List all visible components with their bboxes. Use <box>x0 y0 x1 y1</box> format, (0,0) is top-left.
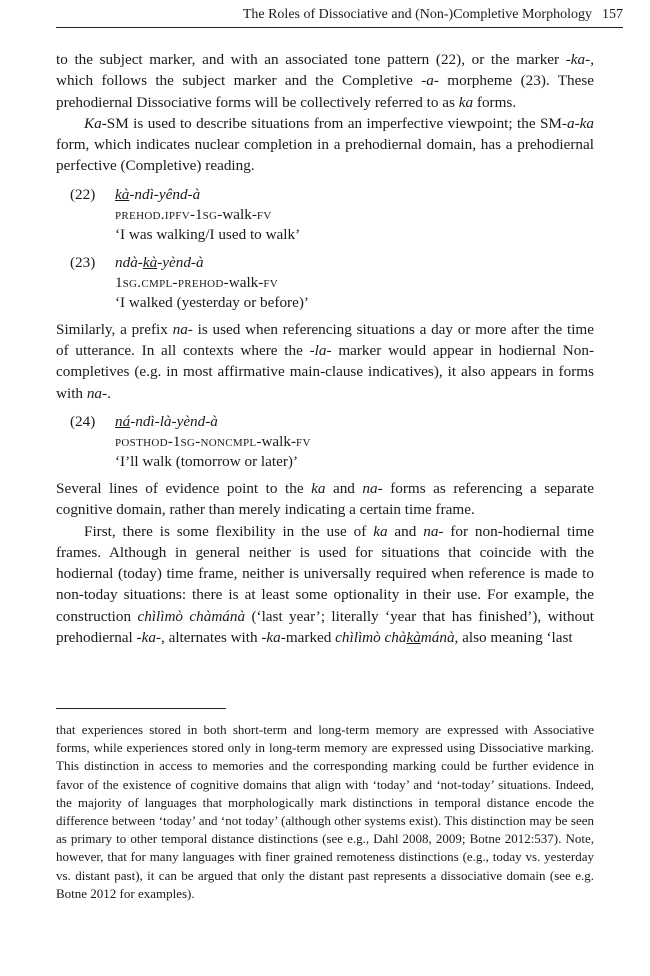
italic-run: chìlìmò chàmánà <box>137 607 246 625</box>
text-run: to the subject marker, and with an associated tone pattern (22), or the marker <box>56 51 566 68</box>
example-number: (22) <box>70 185 96 203</box>
text-run: forms as referencing a separate cognitive domain, rather than merely indicating a certain time frame. <box>56 479 594 519</box>
form-part: -yènd-à <box>157 253 204 271</box>
example-form <box>115 253 309 273</box>
page-number: 157 <box>602 7 623 22</box>
text-run: and <box>325 479 363 497</box>
text-run: Similarly, a prefix <box>56 320 173 338</box>
italic-run: ka <box>311 479 326 497</box>
text-run: , also meaning ‘last <box>454 629 573 647</box>
text-run: morpheme (23). These prehodiernal Dissociative forms will be collectively referred to as <box>56 72 594 111</box>
gloss-abbrev: fv <box>263 273 278 291</box>
italic-run: ka <box>373 522 388 540</box>
example-22 <box>56 185 594 245</box>
text-run: -SM is used to describe situations from an imperfective viewpoint; the SM- <box>101 114 567 132</box>
underlined-morpheme: kà <box>115 185 130 203</box>
example-number: (23) <box>70 253 96 271</box>
gloss-abbrev: posthod <box>115 432 168 450</box>
text-run: form, which indicates nuclear completion in a prehodiernal domain, has a prehodiernal perfective (Completive) reading. <box>56 136 594 175</box>
form-rest: -ndì-là-yènd-à <box>130 412 218 430</box>
text-run: marked <box>285 629 336 647</box>
italic-run: -ka- <box>261 629 286 647</box>
paragraph-3 <box>56 319 594 404</box>
gloss-text: -walk- <box>223 273 264 291</box>
footnote <box>56 721 594 903</box>
gloss-abbrev: fv <box>296 432 311 450</box>
text-run: (‘last year’; literally ‘year that has finished’), without prehodiernal <box>56 607 595 647</box>
form-rest: -ndì-yênd-à <box>129 185 201 203</box>
paragraph-2 <box>56 113 594 177</box>
underlined-morpheme: ná <box>115 412 131 430</box>
italic-run: na- <box>86 384 108 402</box>
gloss-text: -1 <box>167 432 181 450</box>
gloss-text: -walk- <box>217 205 257 223</box>
text-run: Several lines of evidence point to the <box>56 479 312 497</box>
text-run: , which follows the subject marker and the Completive <box>56 51 594 90</box>
example-form <box>115 412 311 432</box>
italic-run: na- <box>362 479 383 497</box>
text-run: and <box>387 522 424 540</box>
text-run: , alternates with <box>161 629 262 647</box>
footnote-divider <box>56 708 226 709</box>
italic-run: -ka- <box>136 629 161 647</box>
paragraph-4 <box>56 478 594 521</box>
example-translation: ‘I walked (yesterday or before)’ <box>115 293 309 311</box>
example-gloss <box>115 205 300 225</box>
text-run: . <box>107 384 111 402</box>
example-23 <box>56 253 594 313</box>
underlined-morpheme: kà <box>406 629 421 647</box>
gloss-abbrev: sg <box>202 205 218 223</box>
example-translation: ‘I was walking/I used to walk’ <box>115 225 301 243</box>
text-run: is used when referencing situations a day or more after the time of utterance. In all contexts where the <box>56 320 594 360</box>
gloss-text: 1 <box>115 273 123 291</box>
text-run: forms. <box>473 93 517 111</box>
italic-run: -la- <box>309 342 332 360</box>
example-form <box>115 185 300 205</box>
italic-run: Ka <box>84 114 102 132</box>
gloss-text: -1 <box>189 205 203 223</box>
example-gloss <box>115 273 309 293</box>
form-part: ndà- <box>115 253 143 271</box>
main-text <box>56 49 594 648</box>
italic-run: ka <box>458 93 474 111</box>
paragraph-5 <box>56 521 594 649</box>
underlined-morpheme: kà <box>142 253 158 271</box>
italic-run: chìlìmò chà <box>335 629 407 647</box>
text-run: marker would appear in hodiernal Non-completives (e.g. in most affirmative main-clause indicatives), it also appears in forms with <box>56 342 594 402</box>
text-run: First, there is some flexibility in the use of <box>84 522 374 540</box>
running-title: The Roles of Dissociative and (Non-)Completive Morphology <box>242 7 592 22</box>
italic-run: -a- <box>421 72 439 90</box>
example-gloss <box>115 432 311 452</box>
italic-run: mánà <box>420 629 455 647</box>
footnote-text: that experiences stored in both short-term and long-term memory are expressed with Associative forms, while experiences stored only in long-term memory are expressed using Dissociative marking. This distinction in access to memories and the corresponding marking could be further evidence in favor of the existence of cognitive domains that align with ‘today’ and ‘not-today’ situations. Indeed, the majority of languages that morphologically mark distinctions in temporal distance encode the difference between ‘today’ and ‘not today’ (although other systems exist). This distinction may be seen as primary to other temporal distance distinctions (see e.g., Dahl 2008, 2009; Botne 2012:537). Note, however, that for many languages with finer grained remoteness distinctions (e.g., today vs. yesterday vs. distant past), it can be argued that only the distant past represents a dissociative domain (see e.g. Botne 2012 for examples). <box>56 722 594 901</box>
text-run: for non-hodiernal time frames. Although in general neither is used for situations that coincide with the hodiernal (today) time frame, neither is universally required when reference is made to non-today situations: there is at least some optionality in their use. For example, the construction <box>56 522 594 625</box>
italic-run: -ka- <box>565 51 591 68</box>
paragraph-1 <box>56 49 594 113</box>
running-header <box>56 6 623 28</box>
gloss-abbrev: sg.cmpl-prehod <box>122 273 224 291</box>
example-24 <box>56 412 594 472</box>
gloss-abbrev: prehod.ipfv <box>115 205 190 223</box>
italic-run: na- <box>172 320 193 338</box>
gloss-abbrev: fv <box>256 205 272 223</box>
example-number: (24) <box>70 412 96 430</box>
example-translation: ‘I’ll walk (tomorrow or later)’ <box>115 452 299 470</box>
italic-run: na- <box>423 522 444 540</box>
italic-run: a-ka <box>567 114 594 132</box>
gloss-abbrev: sg-noncmpl <box>180 432 257 450</box>
gloss-text: -walk- <box>256 432 297 450</box>
